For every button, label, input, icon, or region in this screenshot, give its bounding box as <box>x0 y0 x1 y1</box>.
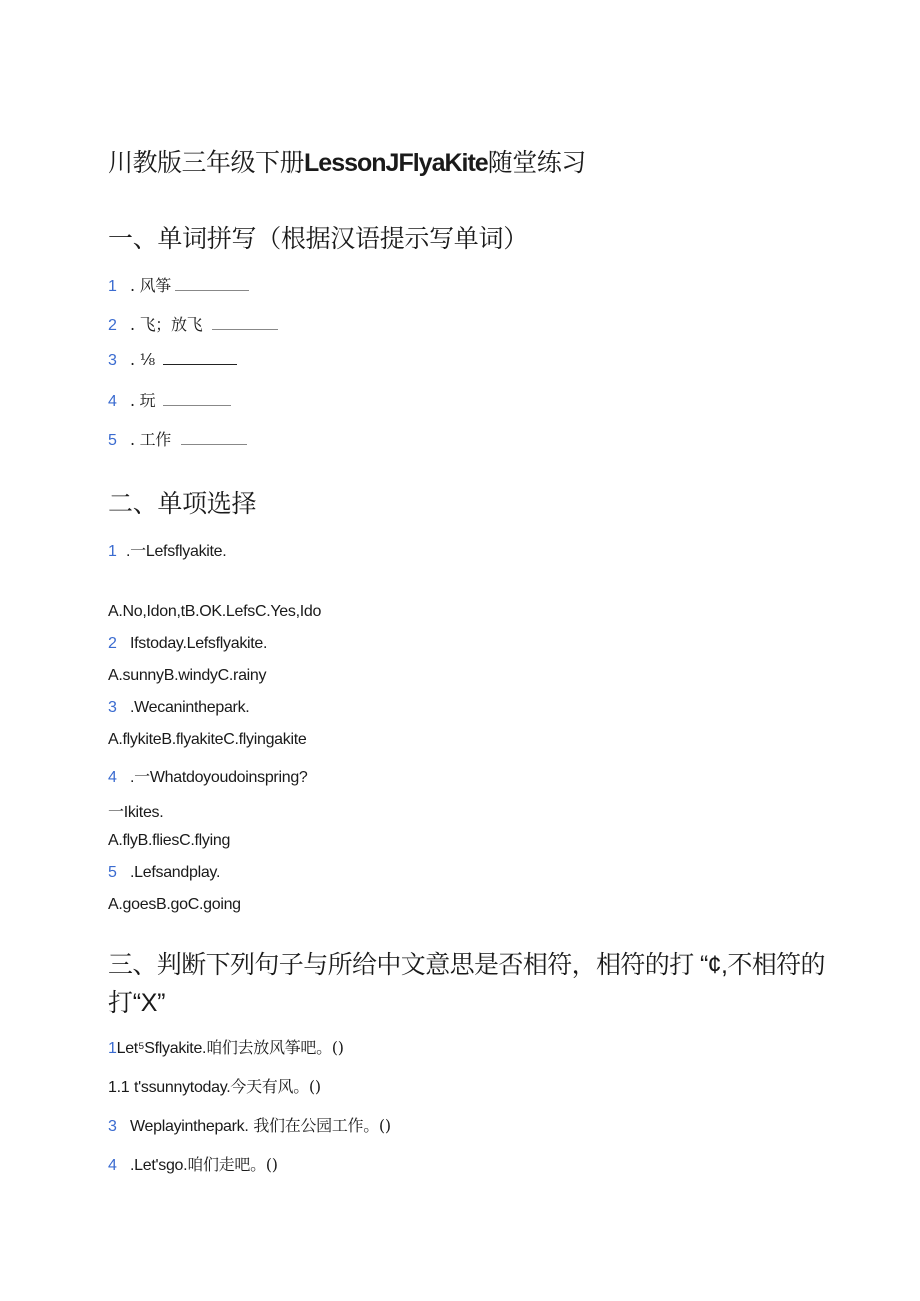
s1-item-text: . 玩 <box>130 391 156 410</box>
answer-blank[interactable] <box>163 352 237 365</box>
s1-item-3 <box>108 350 237 370</box>
s2-question-text: .一Lefsflyakite. <box>126 543 227 560</box>
s2-question-text: .Lefsandplay. <box>130 864 221 881</box>
s1-item-1 <box>108 273 249 296</box>
s2-question-5 <box>108 864 220 882</box>
s1-item-2 <box>108 312 278 335</box>
s3-item-number: 3 <box>108 1118 117 1135</box>
s2-question-text: Ifstoday.Lefsflyakite. <box>130 635 268 652</box>
s2-options-3: A.flykiteB.flyakiteC.flyingakite <box>108 731 307 748</box>
s3-item-chinese: 咱们走吧。() <box>187 1155 278 1174</box>
s1-item-text: . 工作 <box>130 430 171 449</box>
section-1-heading: 一、单词拼写（根据汉语提示写单词） <box>108 225 528 253</box>
s3-item-3 <box>108 1113 391 1136</box>
s3-item-chinese: 咱们去放风筝吧。() <box>206 1038 344 1057</box>
s2-question-4-line2: 一Ikites. <box>108 804 164 821</box>
s3-item-english: t'ssunnytoday. <box>134 1079 231 1096</box>
s3-item-1 <box>108 1035 344 1058</box>
s3-item-english: .Let'sgo. <box>130 1157 188 1174</box>
s3-item-number: 1.1 <box>108 1079 130 1096</box>
s2-question-number: 3 <box>108 699 117 716</box>
s2-question-2 <box>108 635 267 653</box>
s3-item-chinese: 我们在公园工作。() <box>248 1116 391 1135</box>
s2-question-number: 4 <box>108 769 117 786</box>
title-suffix: 随堂练习 <box>487 149 586 177</box>
s1-item-number: 2 <box>108 317 117 334</box>
section-3-heading-cont: 打“X” <box>108 989 166 1017</box>
section-3-heading: 三、判断下列句子与所给中文意思是否相符，相符的打 “¢,不相符的 <box>108 951 825 979</box>
page-title <box>108 143 586 179</box>
s1-item-text: . 风筝 <box>130 276 171 295</box>
s2-question-text: .Wecaninthepark. <box>130 699 250 716</box>
title-prefix: 川教版三年级下册 <box>108 149 305 177</box>
s1-item-text: . 飞；放飞 <box>130 315 203 334</box>
s1-item-4 <box>108 388 231 411</box>
s2-options-2: A.sunnyB.windyC.rainy <box>108 667 267 684</box>
s1-item-number: 4 <box>108 393 117 410</box>
s1-item-5 <box>108 427 247 450</box>
s3-item-number: 4 <box>108 1157 117 1174</box>
answer-blank[interactable] <box>212 317 278 330</box>
s3-item-2 <box>108 1074 321 1097</box>
answer-blank[interactable] <box>163 393 231 406</box>
s1-item-number: 1 <box>108 278 117 295</box>
s2-question-text: .一Whatdoyoudoinspring? <box>130 769 308 786</box>
answer-blank[interactable] <box>175 278 249 291</box>
section-2-heading: 二、单项选择 <box>108 490 257 518</box>
s2-question-3 <box>108 699 249 717</box>
s3-item-english: Let⁵Sflyakite. <box>116 1040 207 1057</box>
s2-options-5: A.goesB.goC.going <box>108 896 241 913</box>
title-lesson: LessonJFlyaKite <box>304 149 488 177</box>
s3-item-number: 1 <box>108 1040 117 1057</box>
s3-item-chinese: 今天有风。() <box>230 1077 321 1096</box>
s1-item-number: 3 <box>108 352 117 369</box>
s3-item-4 <box>108 1152 278 1175</box>
s1-item-number: 5 <box>108 432 117 449</box>
s2-question-1 <box>108 538 226 561</box>
s3-item-english: Weplayinthepark. <box>130 1118 249 1135</box>
s2-question-number: 5 <box>108 864 117 881</box>
s2-question-number: 2 <box>108 635 117 652</box>
s2-options-1: A.No,Idon,tB.OK.LefsC.Yes,Ido <box>108 603 322 620</box>
answer-blank[interactable] <box>181 432 247 445</box>
s2-question-number: 1 <box>108 543 117 560</box>
s1-item-text: . ⅛ <box>130 350 155 369</box>
s2-options-4: A.flyB.fliesC.flying <box>108 832 231 849</box>
s2-question-4 <box>108 764 308 787</box>
